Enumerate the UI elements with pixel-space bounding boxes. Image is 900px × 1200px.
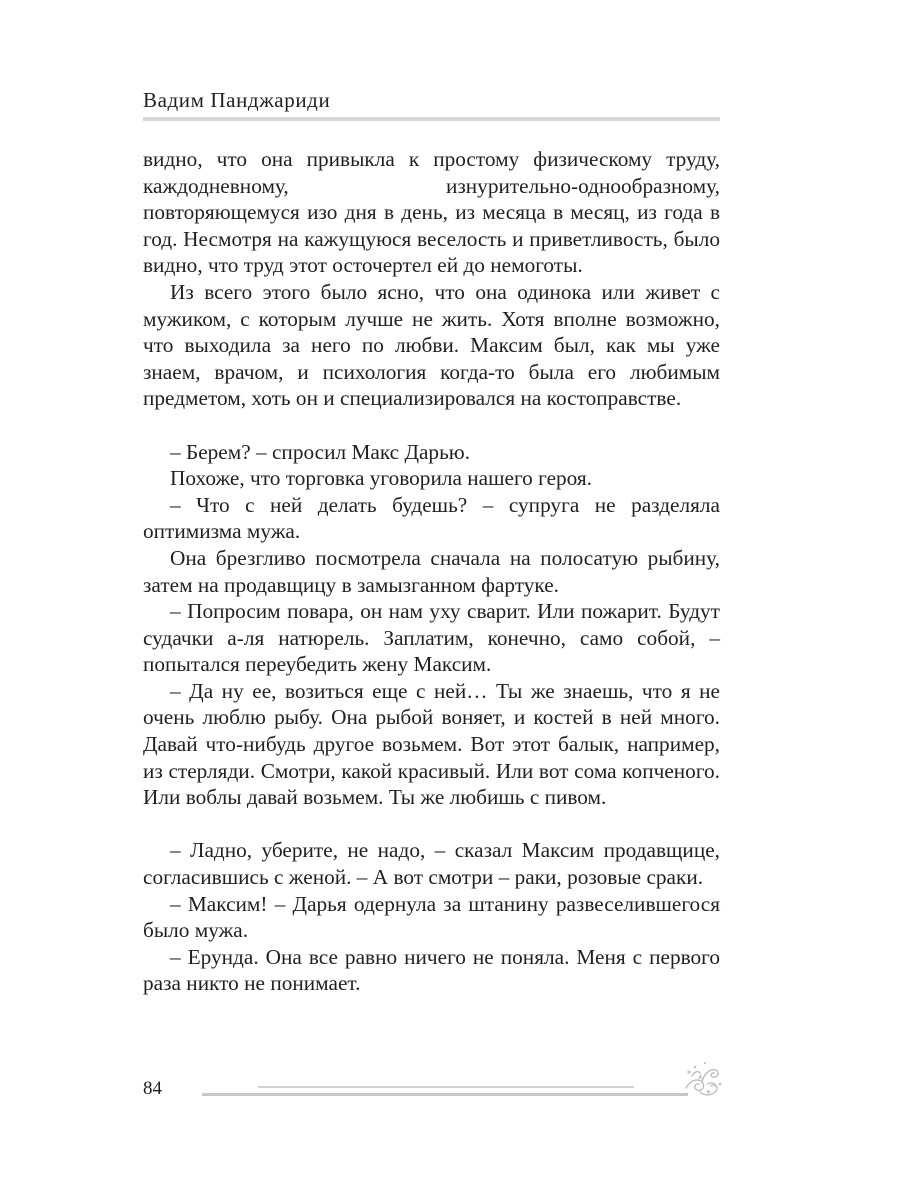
page-number: 84: [143, 1078, 162, 1099]
paragraph: Из всего этого было ясно, что она одинока или живет с мужиком, с которым лучше не жить. Хотя вполне возможно, что выходила за него по любви. Максим был, как мы уже знаем, врачом, и психология когда-то была его любимым предметом, хоть он и специализировался на костоправстве.: [143, 279, 720, 411]
paragraph: – Ерунда. Она все равно ничего не поняла. Меня с первого раза никто не понимает.: [143, 944, 720, 996]
paragraph: – Ладно, уберите, не надо, – сказал Максим продавщице, согласившись с женой. – А вот смотри – раки, розовые сраки.: [143, 838, 720, 890]
running-head-author: Вадим Панджариди: [143, 88, 331, 112]
paragraph: видно, что она привыкла к простому физическому труду, каждодневному, изнурительно-однообразному, повторяющемуся изо дня в день, из месяца в месяц, из года в год. Несмотря на кажущуюся веселость и приветливость, было видно, что труд этот осточертел ей до немоготы.: [143, 147, 720, 278]
paragraph: – Максим! – Дарья одернула за штанину развеселившегося было мужа.: [143, 891, 720, 943]
body-text: [143, 146, 720, 997]
paragraph: – Да ну ее, возиться еще с ней… Ты же знаешь, что я не очень люблю рыбу. Она рыбой воняет, и костей в ней много. Давай что-нибудь другое возьмем. Вот этот балык, например, из стерляди. Смотри, какой красивый. Или вот сома копченого. Или воблы давай возьмем. Ты же любишь с пивом.: [143, 678, 720, 810]
footer-rule-upper: [258, 1086, 634, 1088]
header-rule: [143, 117, 720, 121]
paragraph: – Что с ней делать будешь? – супруга не разделяла оптимизма мужа.: [143, 492, 720, 544]
footer-rule-lower: [202, 1093, 688, 1096]
paragraph: Она брезгливо посмотрела сначала на полосатую рыбину, затем на продавщицу в замызганном фартуке.: [143, 545, 720, 597]
paragraph: – Берем? – спросил Макс Дарью.: [170, 439, 471, 464]
paragraph: – Попросим повара, он нам уху сварит. Или пожарит. Будут судачки а-ля натюрель. Заплатим, конечно, само собой, – попытался переубедить жену Максим.: [143, 599, 720, 677]
floral-ornament-icon: [680, 1058, 724, 1100]
paragraph: Похоже, что торговка уговорила нашего героя.: [170, 466, 593, 491]
